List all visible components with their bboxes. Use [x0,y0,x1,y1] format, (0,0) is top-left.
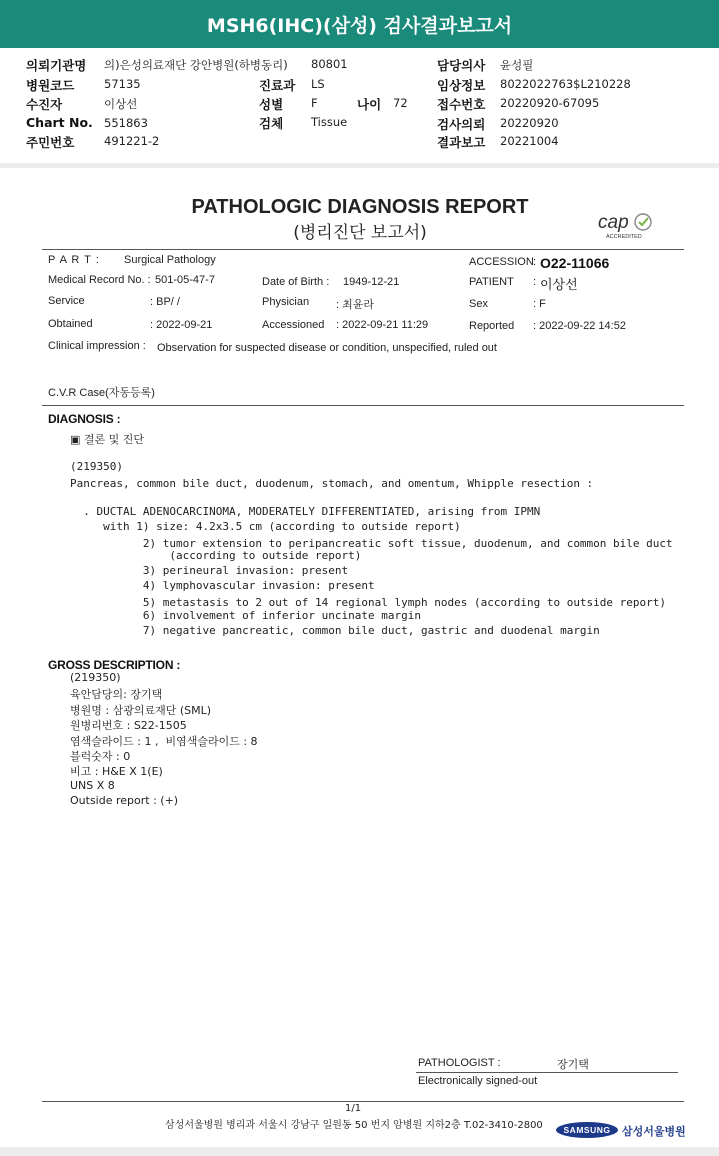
cvr-rule [42,405,684,406]
clinical-impression-label: Clinical impression : [48,340,146,352]
reported-label: Reported [469,320,515,332]
specimen-value: Tissue [311,115,348,129]
physician-value: : 최윤라 [336,299,374,311]
institution-value: 의)은성의료재단 강안병원(하병동리) [104,58,288,72]
gross-line: UNS X 8 [70,778,115,792]
patient-value: 이상선 [104,97,138,111]
diagnosis-line: 2) tumor extension to peripancreatic soft tissue, duodenum, and common bile duct [70,537,673,550]
page-title: MSH6(IHC)(삼성) 검사결과보고서 [0,0,719,48]
diagnosis-line: (219350) [70,460,123,473]
diagnosis-line: 4) lymphovascular invasion: present [70,579,375,592]
doctor-label: 담당의사 [437,58,486,73]
clinical-impression-value: Observation for suspected disease or condition, unspecified, ruled out [157,342,497,354]
report-subtitle: (병리진단 보고서) [293,223,427,243]
part-value: Surgical Pathology [124,254,216,266]
patient-label-report: PATIENT [469,276,514,288]
institution-code: 80801 [311,57,348,71]
diagnosis-heading: DIAGNOSIS : [48,412,121,426]
gross-line: 육안담당의: 장기택 [70,688,163,702]
gross-heading: GROSS DESCRIPTION : [48,658,181,672]
bottom-divider [0,1147,719,1156]
sex-value: F [311,96,318,110]
ssn-value: 491221-2 [104,134,160,148]
report-title: PATHOLOGIC DIAGNOSIS REPORT [191,196,529,218]
patient-label: 수진자 [26,97,63,112]
pathologist-label: PATHOLOGIST : [418,1057,501,1069]
age-value: 72 [393,96,408,110]
cap-accredited-logo [596,208,662,240]
section-divider [0,163,719,168]
signoff-rule [416,1072,678,1073]
gross-line: 원병리번호 : S22-1505 [70,719,187,733]
pathologist-name: 장기택 [557,1059,589,1071]
hospital-code-value: 57135 [104,77,141,91]
diagnosis-line: 7) negative pancreatic, common bile duct, gastric and duodenal margin [70,624,600,637]
gross-line: 병원명 : 삼광의료재단 (SML) [70,703,212,717]
request-date-value: 20220920 [500,116,559,130]
request-info-header [0,48,719,166]
esign-text: Electronically signed-out [418,1075,538,1087]
diagnosis-subheading: ▣ 결론 및 진단 [70,433,145,446]
dept-label: 진료과 [259,78,296,93]
footer-address: 삼성서울병원 병리과 서울시 강남구 일원동 50 번지 암병원 지하2층 T.02-3410-2800 [165,1120,543,1131]
gross-line: (219350) [70,671,121,684]
diagnosis-line: 6) involvement of inferior uncinate margin [70,609,421,622]
chart-value: 551863 [104,116,148,130]
diagnosis-line: . DUCTAL ADENOCARCINOMA, MODERATELY DIFFERENTIATED, arising from IPMN [70,505,541,518]
result-date-value: 20221004 [500,134,559,148]
sex-label: 성별 [259,97,284,112]
diagnosis-line: (according to outside report) [70,549,362,562]
age-label: 나이 [357,97,382,112]
accessioned-label: Accessioned [262,319,325,331]
reported-value: : 2022-09-22 14:52 [533,320,626,332]
result-date-label: 결과보고 [437,135,486,150]
sex-value-report: : F [533,298,546,310]
mrn-label: Medical Record No. : [48,274,151,286]
gross-line: Outside report : (+) [70,794,179,808]
sex-label-report: Sex [469,298,488,310]
accessioned-value: : 2022-09-21 11:29 [336,319,429,331]
gross-line: 비고 : H&E X 1(E) [70,765,163,779]
gross-line: 염색슬라이드 : 1 , 비염색슬라이드 : 8 [70,734,258,748]
mrn-value: 501-05-47-7 [155,274,215,286]
page-number: 1/1 [345,1103,362,1114]
accession-colon: : [533,256,537,268]
obtained-label: Obtained [48,318,93,330]
dept-value: LS [311,77,325,91]
receipt-label: 접수번호 [437,97,486,112]
header-rule [42,249,684,250]
physician-label: Physician [262,296,310,308]
diagnosis-line: Pancreas, common bile duct, duodenum, stomach, and omentum, Whipple resection : [70,477,594,490]
cvr-case: C.V.R Case(자동등록) [48,387,155,399]
part-label: P A R T : [48,254,100,266]
patient-colon: : [533,276,537,288]
diagnosis-line: 5) metastasis to 2 out of 14 regional lymph nodes (according to outside report) [70,596,667,609]
obtained-value: : 2022-09-21 [150,319,213,331]
diagnosis-line: 3) perineural invasion: present [70,564,349,577]
diagnosis-line: with 1) size: 4.2x3.5 cm (according to outside report) [70,520,461,533]
gross-line: 블럭숫자 : 0 [70,750,131,763]
ssn-label: 주민번호 [26,135,75,150]
cap-logo-subtext: ACCREDITED [606,234,642,240]
accession-label: ACCESSION [469,256,534,268]
chart-label: Chart No. [26,115,93,130]
dob-value: 1949-12-21 [343,276,400,288]
samsung-logo: SAMSUNG [556,1122,618,1138]
receipt-value: 20220920-67095 [500,96,600,110]
cap-logo-text: cap [598,212,629,233]
clinical-info-label: 임상정보 [437,78,486,93]
institution-label: 의뢰기관명 [26,58,87,73]
dob-label: Date of Birth : [262,276,330,288]
hospital-code-label: 병원코드 [26,78,75,93]
service-value: : BP/ / [150,296,180,308]
hospital-logo-text: 삼성서울병원 [622,1125,686,1138]
clinical-info-value: 8022022763$L210228 [500,77,631,91]
accession-number: O22-11066 [540,255,610,271]
patient-name: 이상선 [540,278,578,293]
service-label: Service [48,295,85,307]
footer-rule [42,1101,684,1102]
specimen-label: 검체 [259,116,284,131]
doctor-value: 윤성필 [500,58,534,72]
request-date-label: 검사의뢰 [437,117,486,132]
